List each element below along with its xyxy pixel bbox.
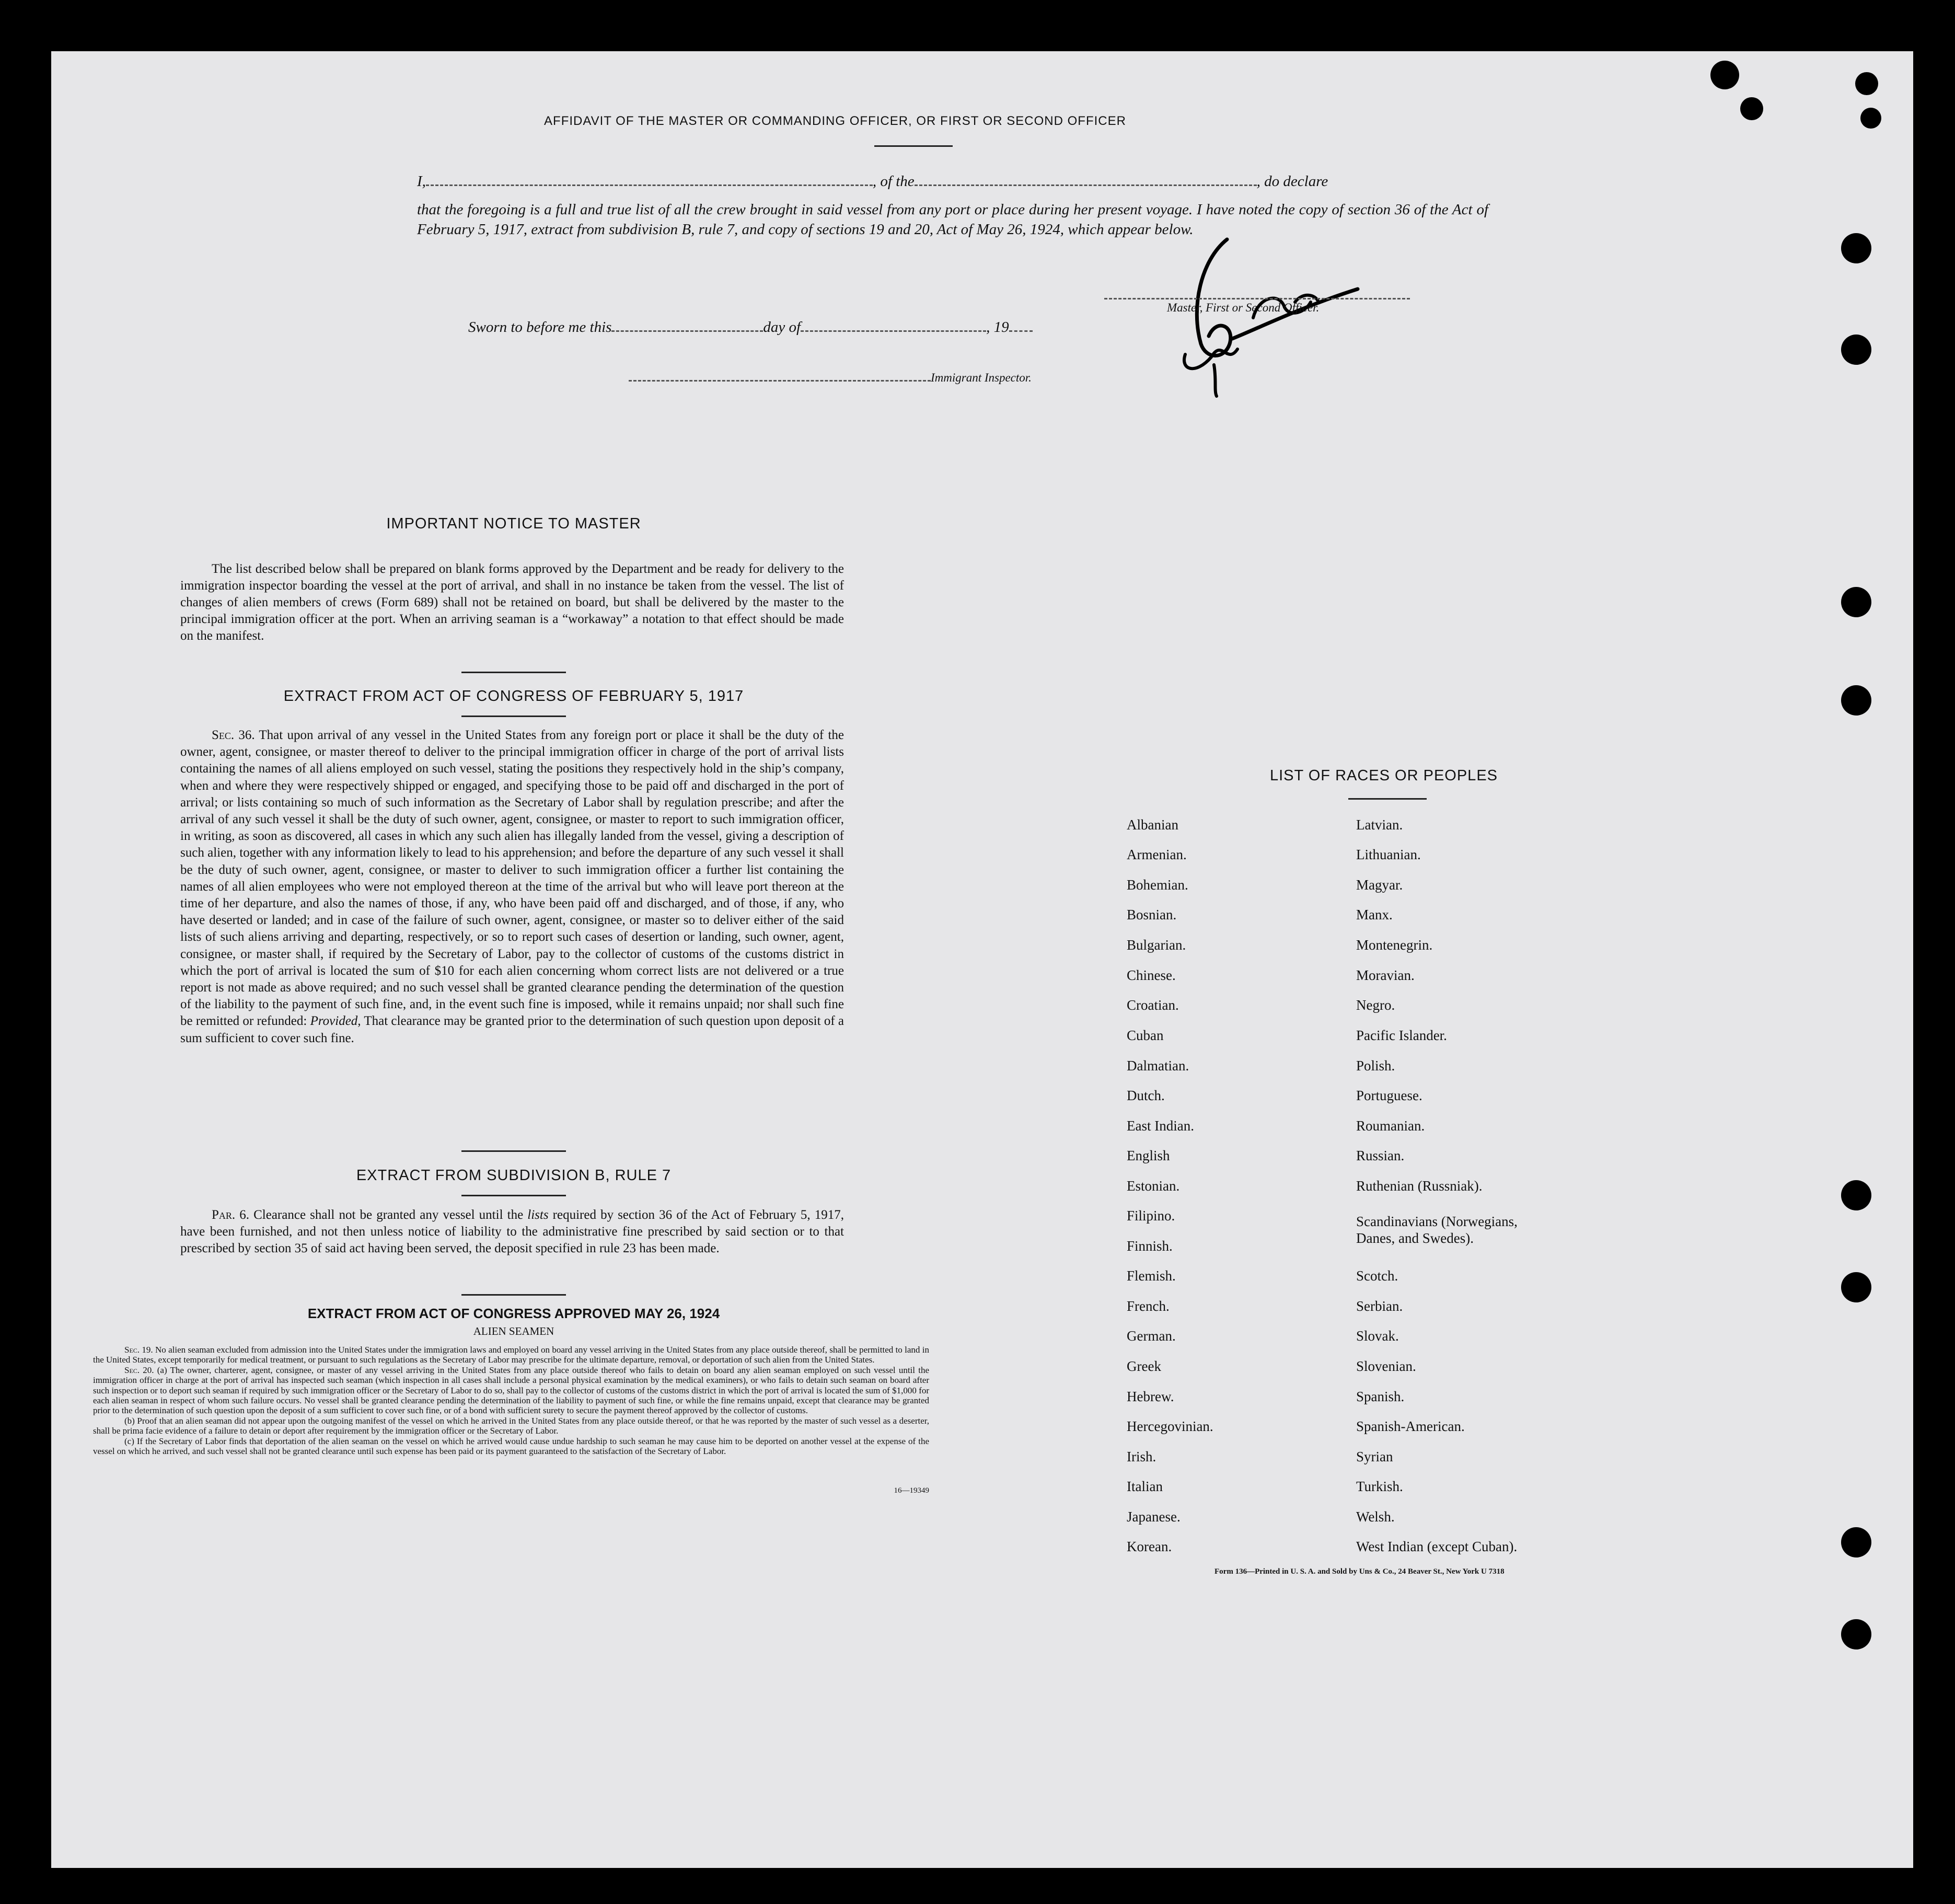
sworn-year: , 19: [986, 319, 1009, 336]
race-item: Bosnian.: [1127, 907, 1177, 922]
binder-hole: [1841, 1180, 1871, 1210]
binder-hole: [1860, 108, 1881, 129]
printer-line: Form 136—Printed in U. S. A. and Sold by Uns & Co., 24 Beaver St., New York U 7318: [1214, 1567, 1505, 1576]
race-item: Irish.: [1127, 1449, 1156, 1464]
extract-1917-end-divider: [461, 1150, 566, 1152]
section-20a: [93, 1365, 929, 1416]
notice-divider: [461, 672, 566, 673]
paragraph-6-label: Par. 6.: [212, 1208, 250, 1222]
race-item: Croatian.: [1127, 997, 1179, 1013]
race-item: Spanish.: [1356, 1389, 1405, 1404]
provided-word: Provided,: [310, 1014, 361, 1029]
race-item: Albanian: [1127, 817, 1178, 833]
extract-1917-divider: [461, 716, 566, 717]
race-item: Negro.: [1356, 997, 1395, 1013]
lists-word: lists: [527, 1208, 549, 1222]
race-item: Italian: [1127, 1479, 1163, 1494]
subdivision-divider: [461, 1195, 566, 1196]
section-36: [180, 727, 844, 1047]
vessel-blank[interactable]: [915, 184, 1257, 186]
form-page: [51, 51, 1913, 1868]
officer-signature-line: [1104, 298, 1410, 299]
binder-hole: [1841, 1272, 1871, 1302]
inspector-blank[interactable]: [629, 380, 931, 382]
form-code: 16—19349: [894, 1486, 929, 1495]
extract-1924-heading: EXTRACT FROM ACT OF CONGRESS APPROVED MAY 26, 1924: [307, 1306, 720, 1321]
race-item: Chinese.: [1127, 967, 1176, 983]
race-item: Filipino.: [1127, 1208, 1175, 1224]
section-19: [93, 1345, 929, 1365]
race-item: Welsh.: [1356, 1509, 1395, 1525]
race-item: English: [1127, 1148, 1170, 1163]
race-item: Lithuanian.: [1356, 847, 1421, 862]
declaration-of: , of the: [872, 173, 915, 190]
sworn-line: [468, 319, 1033, 336]
binder-hole: [1855, 72, 1878, 95]
notice-heading: IMPORTANT NOTICE TO MASTER: [386, 515, 641, 532]
binder-hole: [1841, 334, 1871, 365]
race-item: Magyar.: [1356, 877, 1403, 893]
race-item: West Indian (except Cuban).: [1356, 1539, 1518, 1554]
section-20-label: Sec. 20.: [124, 1365, 154, 1375]
section-20c: (c) If the Secretary of Labor finds that deportation of the alien seaman on the vessel on which he arrived would cause undue hardship to such seaman he may cause him to be deported on another vessel at the expense of the vessel on which he arrived, and such vessel shall not be granted clearance until such expense has been paid or its payment guaranteed to the satisfaction of the Secretary of Labor.: [93, 1436, 929, 1457]
section-36-label: Sec. 36.: [212, 728, 255, 742]
paragraph-6-text-a: Clearance shall not be granted any vessel until the: [249, 1208, 528, 1222]
race-item: Scotch.: [1356, 1268, 1398, 1284]
binder-hole: [1740, 97, 1763, 120]
race-item: Hebrew.: [1127, 1389, 1174, 1404]
races-heading: LIST OF RACES OR PEOPLES: [1269, 767, 1498, 784]
month-blank[interactable]: [801, 330, 986, 332]
subdivision-heading: EXTRACT FROM SUBDIVISION B, RULE 7: [356, 1167, 672, 1184]
binder-hole: [1841, 233, 1871, 263]
affidavit-title: AFFIDAVIT OF THE MASTER OR COMMANDING OFFICER, OR FIRST OR SECOND OFFICER: [544, 114, 1126, 128]
binder-hole: [1841, 1527, 1871, 1557]
binder-hole: [1710, 61, 1739, 89]
inspector-line: [629, 371, 1032, 385]
subdivision-end-divider: [461, 1294, 566, 1296]
race-item: Manx.: [1356, 907, 1393, 922]
race-item: Dutch.: [1127, 1088, 1165, 1103]
name-blank[interactable]: [426, 184, 873, 186]
race-item: Scandinavians (Norwegians, Danes, and Swedes).: [1356, 1214, 1518, 1246]
race-item: Moravian.: [1356, 967, 1415, 983]
race-item: Pacific Islander.: [1356, 1028, 1447, 1043]
notice-body: The list described below shall be prepared on blank forms approved by the Department and be ready for delivery to the immigration inspector boarding the vessel at the port of arrival, and shall in no instance be taken from the vessel. The list of changes of alien members of crews (Form 689) shall not be retained on board, but shall be delivered by the master to the principal immigration officer at the port. When an arriving seaman is a “workaway” a notation to that effect should be made on the manifest.: [180, 562, 844, 643]
binder-hole: [1841, 1619, 1871, 1649]
section-19-text: No alien seaman excluded from admission into the United States under the immigration laws and employed on board any vessel arriving in the United States from any place outside thereof, shall be permitted to land in the United States, except temporarily for medical treatment, or pursuant to such regulations as the Secretary of Labor may prescribe for the ultimate departure, removal, or deportation of such alien from the United States.: [93, 1345, 929, 1365]
declaration-prefix: I,: [417, 173, 426, 190]
extract-1924-body: [93, 1345, 929, 1456]
race-item: Slovak.: [1356, 1328, 1399, 1344]
race-item: Polish.: [1356, 1058, 1395, 1074]
race-item: French.: [1127, 1298, 1170, 1314]
race-item: East Indian.: [1127, 1118, 1194, 1134]
race-item: Finnish.: [1127, 1238, 1173, 1254]
section-36-end: That clearance may be granted prior to the determination of such question upon deposit of a sum sufficient to cover such fine.: [180, 1014, 845, 1045]
race-item: Montenegrin.: [1356, 937, 1433, 953]
section-36-text: That upon arrival of any vessel in the United States from any foreign port or place it shall be the duty of the owner, agent, consignee, or master thereof to deliver to the principal immigration officer in charge of the port of arrival lists containing the names of all aliens employed on such vessel, stating the positions they respectively hold in the ship’s company, when and where they were respectively shipped or engaged, and specifying those to be paid off and discharged in the port of arrival; or lists containing so much of such information as the Secretary of Labor shall by regulation prescribe; and after the arrival of any such vessel it shall be the duty of such owner, agent, consignee, or master to report to such immigration officer, in writing, as soon as discovered, all cases in which any such alien has illegally landed from the vessel, giving a description of such alien, together with any information likely to lead to his apprehension; and before the departure of any such vessel it shall be the duty of such owner, agent, consignee, or master to deliver to such immigration officer a further list containing the names of all alien employees who were not employed thereon at the time of the arrival but who will leave port thereon at the time of her departure, and also the names of those, if any, who have been paid off and discharged, and of those, if any, who have deserted or landed; and in case of the failure of such owner, agent, consignee, or master so to deliver either of the said lists of such aliens arriving and departing, respectively, or so to report such cases of desertion or landing, such owner, agent, consignee, or master shall, if required by the Secretary of Labor, pay to the collector of customs of the customs district in which the port of arrival is located the sum of $10 for each alien concerning whom correct lists are not delivered or a true report is not made as above required; and no such vessel shall be granted clearance pending the determination of the question of the liability to the payment of such fine, and, in the event such fine is imposed, while it remains unpaid; nor shall such fine be remitted or refunded:: [180, 728, 845, 1029]
section-20a-text: (a) The owner, charterer, agent, consignee, or master of any vessel arriving in the United States from any place outside thereof who fails to detain on board any alien seaman employed on such vessel until the immigration officer in charge at the port of arrival has inspected such seaman (which inspection in all cases shall include a personal physical examination by the medical examiners), or who fails to detain such seaman on board after such inspection or to deport such seaman if required by such immigration officer or the Secretary of Labor to do so, shall pay to the collector of customs of the customs district in which the port of arrival is located the sum of $1,000 for each alien seaman in respect of whom such failure occurs. No vessel shall be granted clearance pending the determination of the liability to payment of such fine, or while the fine remains unpaid, except that clearance may be granted prior to the determination of such question upon the deposit of a sum sufficient to cover such fine, or of a bond with sufficient surety to secure the payment thereof approved by the collector of customs.: [93, 1365, 929, 1416]
race-item: Roumanian.: [1356, 1118, 1425, 1134]
paragraph-6: [180, 1207, 844, 1257]
binder-hole: [1841, 587, 1871, 617]
day-blank[interactable]: [611, 330, 763, 332]
declaration-body: that the foregoing is a full and true list of all the crew brought in said vessel from any port or place during her present voyage. I have noted the copy of section 36 of the Act of February 5, 1917, extract from subdivision B, rule 7, and copy of sections 19 and 20, Act of May 26, 1924, which appear below.: [417, 201, 1488, 238]
alien-seamen-subheading: ALIEN SEAMEN: [473, 1325, 554, 1337]
inspector-caption: Immigrant Inspector.: [931, 371, 1032, 384]
race-item: Spanish-American.: [1356, 1418, 1465, 1434]
race-item: Turkish.: [1356, 1479, 1403, 1494]
binder-hole: [1841, 685, 1871, 716]
race-item: German.: [1127, 1328, 1176, 1344]
sworn-day-of: day of: [763, 319, 801, 336]
race-item: Korean.: [1127, 1539, 1172, 1554]
race-item: Dalmatian.: [1127, 1058, 1189, 1074]
paragraph-6-text-b: required by section 36 of the Act of February 5, 1917, have been furnished, and not then unless notice of liability to the administrative fine prescribed by said section or to that prescribed by section 35 of said act having been served, the deposit specified in rule 23 has been made.: [180, 1208, 844, 1255]
race-item: Japanese.: [1127, 1509, 1181, 1525]
race-item: Hercegovinian.: [1127, 1418, 1213, 1434]
race-item: Bulgarian.: [1127, 937, 1186, 953]
title-divider: [874, 145, 953, 147]
declaration-suffix: , do declare: [1256, 173, 1328, 190]
officer-caption: Master, First or Second Officer.: [1167, 301, 1320, 314]
sworn-prefix: Sworn to before me this: [468, 319, 612, 336]
race-item: Syrian: [1356, 1449, 1393, 1464]
race-item: Slovenian.: [1356, 1358, 1416, 1374]
race-item: Serbian.: [1356, 1298, 1403, 1314]
section-19-label: Sec. 19.: [124, 1345, 153, 1355]
year-blank[interactable]: [1009, 330, 1033, 332]
race-item: Ruthenian (Russniak).: [1356, 1178, 1483, 1194]
extract-1917-heading: EXTRACT FROM ACT OF CONGRESS OF FEBRUARY 5, 1917: [283, 688, 744, 705]
race-item: Russian.: [1356, 1148, 1405, 1163]
race-item: Armenian.: [1127, 847, 1187, 862]
races-divider: [1348, 798, 1427, 800]
race-item: Flemish.: [1127, 1268, 1176, 1284]
race-item: Greek: [1127, 1358, 1161, 1374]
race-item: Cuban: [1127, 1028, 1164, 1043]
section-20b: (b) Proof that an alien seaman did not appear upon the outgoing manifest of the vessel on which he arrived in the United States from any place outside thereof, or that he was reported by the master of such vessel as a deserter, shall be prima facie evidence of a failure to detain or deport after requirement by the immigration officer or the Secretary of Labor.: [93, 1415, 929, 1436]
race-item: Bohemian.: [1127, 877, 1188, 893]
race-item: Estonian.: [1127, 1178, 1180, 1194]
race-item: Latvian.: [1356, 817, 1403, 833]
race-item: Portuguese.: [1356, 1088, 1422, 1103]
master-signature: [1123, 229, 1384, 407]
declaration-line: [417, 173, 1488, 190]
